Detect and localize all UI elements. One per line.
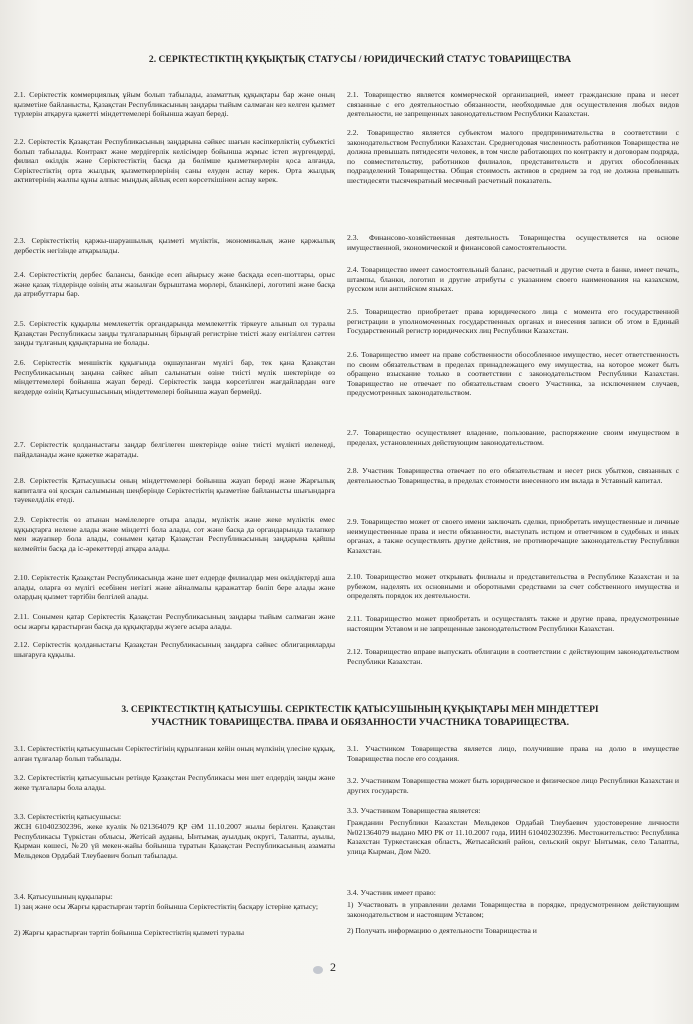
- clause-kz-2-12: 2.12. Серіктестік қолданыстағы Қазақстан Республикасының заңдарға сәйкес облигацияларды шығаруға құқылы.: [14, 640, 335, 659]
- section-2-title: 2. СЕРІКТЕСТІКТІҢ ҚҰҚЫҚТЫҚ СТАТУСЫ / ЮРИДИЧЕСКИЙ СТАТУС ТОВАРИЩЕСТВА: [148, 54, 572, 65]
- clause-ru-3-1: 3.1. Участником Товарищества является лицо, получившие права на долю в имуществе Товарищества после его создания.: [347, 744, 679, 763]
- clause-ru-2-11: 2.11. Товарищество может приобретать и осуществлять также и другие права, предусмотренные настоящим Уставом и не запрещенные законодательством Республики Казахстан.: [347, 614, 679, 633]
- clause-kz-2-3: 2.3. Серіктестіктің қаржы-шаруашылық қызметі мүліктік, экономикалық және қаржылық дербестік негізінде атқарылады.: [14, 236, 335, 255]
- clause-kz-2-9: 2.9. Серіктестік өз атынан мәмілелерге отыра алады, мүліктік және жеке мүліктік емес құқықтарға иелене алады және міндетті бола алады, сот және басқа да органдарында талапкер мен жауапкер бола алады, сонымен қатар Қазақстан Республикасының заңдарына қайшы келмейтін басқа да іс-әрекеттерді атқара алады.: [14, 515, 335, 553]
- clause-ru-2-3: 2.3. Финансово-хозяйственная деятельность Товарищества осуществляется на основе имущественной, экономической и финансовой самостоятельности.: [347, 233, 679, 252]
- right-ru-2: 2) Получать информацию о деятельности Товарищества и: [347, 926, 537, 935]
- clause-kz-2-7: 2.7. Серіктестік қолданыстағы заңдар белгілеген шектерінде өзіне тиісті мүлікті иеленеді, пайдаланады және қажетке жаратады.: [14, 440, 335, 459]
- clause-kz-3-1: 3.1. Серіктестіктің қатысушысын Серіктестігінің құрылғанан кейін оның мүлкінің үлесіне құқық, алған тұлғалар болып табылады.: [14, 744, 335, 763]
- clause-kz-3-2: 3.2. Серіктестіктің қатысушысын ретінде Қазақстан Республикасы мен шет елдердің заңды және жеке тұлғалары бола алады.: [14, 773, 335, 792]
- clause-kz-2-5: 2.5. Серіктестік құқырлы мемлекеттік органдарында мемлекеттік тіркеуге алынып ол туралы Қазақстан Республикасы заңды тұлғаларының бірыңғай регистріне тиісті жазу енгізілген сәттен заңды тұлғаның құқықтарына ие болады.: [14, 319, 335, 348]
- clause-kz-3-3: 3.3. Серіктестіктің қатысушысы:: [14, 812, 122, 821]
- clause-ru-2-5: 2.5. Товарищество приобретает права юридического лица с момента его государственной регистрации в уполномоченных государственных органах и внесения записи об этом в Единый Государственный регистр юридических лиц Республики Казахстан.: [347, 307, 679, 336]
- section-3-title-kazakh: 3. СЕРІКТЕСТІКТІҢ ҚАТЫСУШЫ. СЕРІКТЕСТІК ҚАТЫСУШЫНЫҢ ҚҰҚЫҚТАРЫ МЕН МІНДЕТТЕРІ: [121, 704, 599, 715]
- clause-ru-2-7: 2.7. Товарищество осуществляет владение, пользование, распоряжение своим имуществом в пределах, установленных действующим законодательством.: [347, 428, 679, 447]
- section-2-russian-column: [347, 90, 679, 690]
- clause-kz-2-2: 2.2. Серіктестік Қазақстан Республикасының заңдарына сәйкес шағын кәсіпкерліктің субъектісі болып табылады. Контракт және мердігерлік келісімдер бойынша жұмыс істеп жүргендерді, филиал өкілдік және Серіктестіктің басқа да бөлімше қызметкерлерін қоса алғанда, Серіктестіктің орта жылдық қызметкерлерінің саны елуден аспау керек. Орта жылдық активтерінің жалпы құны алпыс мыңдық айлық есеп көрсеткішінен аспау керек.: [14, 137, 335, 185]
- section-3-russian-column: [347, 744, 679, 954]
- clause-ru-2-12: 2.12. Товарищество вправе выпускать облигации в соответствии с действующим законодательством Республики Казахстан.: [347, 647, 679, 666]
- clause-kz-2-10: 2.10. Серіктестік Қазақстан Республикасында және шет елдерде филиалдар мен өкілдіктерді аша алады, оларға өз мүлігі есебінен негізгі және айналмалы қаражаттар бөліп бере алады және олардың қызмет тәртібін белгілей алады.: [14, 573, 335, 602]
- section-3-kazakh-column: [14, 744, 335, 954]
- clause-ru-2-4: 2.4. Товарищество имеет самостоятельный баланс, расчетный и другие счета в банке, имеет печать, штампы, бланки, логотип и другие атрибуты с указанием своего наименования на казахском, русском или английском языках.: [347, 265, 679, 294]
- clause-ru-3-4: 3.4. Участник имеет право:: [347, 888, 436, 897]
- clause-ru-3-2: 3.2. Участником Товарищества может быть юридическое и физическое лицо Республики Казахстан и других государств.: [347, 776, 679, 795]
- ink-stain: [313, 966, 323, 974]
- section-3-title-russian: УЧАСТНИК ТОВАРИЩЕСТВА. ПРАВА И ОБЯЗАННОСТИ УЧАСТНИКА ТОВАРИЩЕСТВА.: [150, 717, 570, 728]
- page-number: 2: [330, 960, 336, 974]
- right-kz-1: 1) заң және осы Жарғы қарастырған тәртіп бойынша Серіктестіктің басқару істеріне қатысу;: [14, 902, 319, 911]
- clause-ru-2-6: 2.6. Товарищество имеет на праве собственности обособленное имущество, несет ответственность по своим обязательствам в пределах принадлежащего ему имущества, на которое может быть обращено взыскание только в соответствии с законодательством Республики Казахстан. Товарищество не отвечает по обязательствам своего Участника, за исключением случаев, предусмотренных законодательством.: [347, 350, 679, 398]
- clause-ru-3-3: 3.3. Участником Товарищества является:: [347, 806, 481, 815]
- right-ru-1: 1) Участвовать в управлении делами Товарищества в порядке, предусмотренном действующим законодательством и настоящим Уставом;: [347, 900, 679, 919]
- participant-kz-details: ЖСН 610402302396, жеке куәлік №021364079 ҚР ӘМ 11.10.2007 жылы берілген. Қазақстан Республикасы Түркістан облысы, Жетісай ауданы, Ынтымақ ауылдық округі, Талапты, ауылы, Қырман көшесі, №20 үй мекен-жайы бойынша тұратын Қазақстан Республикасының азаматы Мельдеков Ордабай Тлеубаевич болып табылады.: [14, 822, 335, 860]
- clause-kz-2-4: 2.4. Серіктестіктің дербес балансы, банкіде есеп айырысу және басқада есеп-шоттары, орыс және қазақ тілдерінде өзінің аты жазылған бұрыштама мөрлері, бланкілері, логотипі және басқа да атрибуттары бар.: [14, 270, 335, 299]
- participant-ru-details: Гражданин Республики Казахстан Мельдеков Ордабай Тлеубаевич удостоверение личности №021364079 выдано МЮ РК от 11.10.2007 года, ИИН 610402302396. Местожительство: Республика Казахстан Туркестанская область, Жетысайский район, сельский округ Ынтымак, село Талапты, улица Кырман, Дом №20.: [347, 818, 679, 856]
- clause-kz-3-4: 3.4. Қатысушының құқылары:: [14, 892, 113, 901]
- clause-ru-2-2: 2.2. Товарищество является субъектом малого предпринимательства в соответствии с законодательством Республики Казахстан. Среднегодовая численность работников Товарищества не должна превышать пятидесяти человек, в том числе работающих по контракту и договорам подряда, по совместительству, работников филиалов, представительств и других обособленных подразделений Товарищества. Общая стоимость активов в среднем за год не должна превышать шестидесяти тысячекратный месячный расчетный показатель.: [347, 128, 679, 185]
- clause-kz-2-6: 2.6. Серіктестік меншіктік құқығында оқшауланған мүлігі бар, тек қана Қазақстан Республикасының заңына сәйкес айып салынатын өзіне тиісті мүлік шектерінде өз міндеттемелері бойынша жауап береді. Серіктестік заңда көрсетілген жағдайлардан өзге кездерде өзінің Қатысушысының міндеттемелері бойынша жауап бермейді.: [14, 358, 335, 396]
- clause-kz-2-1: 2.1. Серіктестік коммерциялық ұйым болып табылады, азаматтық құқықтары бар және оның қызметіне байланысты, Қазақстан Республикасының заңдары тыйым салмаған кез келген қызмет түрлерін атқаруға қажетті міндеттемелері бойынша жауап береді.: [14, 90, 335, 119]
- clause-kz-2-8: 2.8. Серіктестік Қатысушысы оның міндеттемелері бойынша жауап береді және Жарғылық капиталға өзі қосқан салымының шеңберінде Серіктестіктің қызметіне байланысты шығындарға тәуекелділік етеді.: [14, 476, 335, 505]
- clause-ru-2-10: 2.10. Товарищество может открывать филиалы и представительства в Республике Казахстан и за рубежом, наделять их основными и оборотными средствами за счет собственного имущества и определять порядок их деятельности.: [347, 572, 679, 601]
- clause-ru-2-9: 2.9. Товарищество может от своего имени заключать сделки, приобретать имущественные и личные неимущественные права и нести обязанности, выступать истцом и ответчиком в судебных и иных органах, а также осуществлять другие действия, не противоречащие законодательству Республики Казахстан.: [347, 517, 679, 555]
- right-kz-2: 2) Жарғы қарастырған тәртіп бойынша Серіктестіктің қызметі туралы: [14, 928, 244, 937]
- clause-kz-2-11: 2.11. Сонымен қатар Серіктестік Қазақстан Республикасының заңдары тыйым салмаған және осы жарғы қарастырған басқа да құқықтарды жүзеге асыра алады.: [14, 612, 335, 631]
- clause-ru-2-8: 2.8. Участник Товарищества отвечает по его обязательствам и несет риск убытков, связанных с деятельностью Товарищества, в пределах стоимости внесенного им вклада в Уставный капитал.: [347, 466, 679, 485]
- section-2-kazakh-column: [14, 90, 335, 690]
- clause-ru-2-1: 2.1. Товарищество является коммерческой организацией, имеет гражданские права и несет связанные с его деятельностью обязанности, необходимые для осуществления любых видов деятельности, не запрещенных законодательством Республики Казахстан.: [347, 90, 679, 119]
